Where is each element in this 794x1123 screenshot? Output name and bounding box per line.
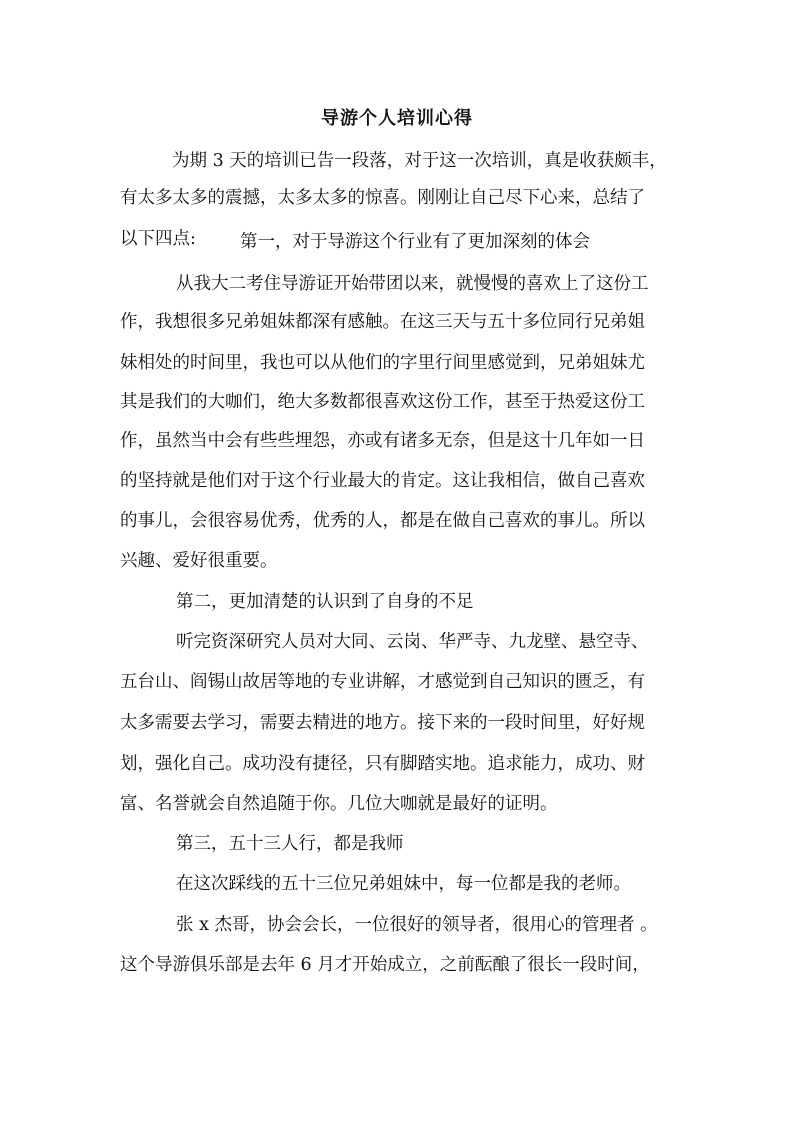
- paragraph-line: 划，强化自己。成功没有捷径，只有脚踏实地。追求能力，成功、财: [120, 754, 645, 774]
- paragraph-line: 作，虽然当中会有些些埋怨，亦或有诸多无奈，但是这十几年如一日: [120, 431, 645, 451]
- section-heading: 第三，五十三人行，都是我师: [176, 834, 404, 854]
- document-title: 导游个人培训心得: [321, 108, 473, 129]
- paragraph-line: 有太多太多的震撼，太多太多的惊喜。刚刚让自己尽下心来，总结了: [120, 188, 645, 208]
- paragraph-line: 听完资深研究人员对大同、云岗、华严寺、九龙壁、悬空寺、: [176, 632, 649, 652]
- paragraph-line: 在这次踩线的五十三位兄弟姐妹中，每一位都是我的老师。: [176, 874, 631, 894]
- paragraph-line: 张 x 杰哥，协会会长，一位很好的领导者，很用心的管理者 。: [176, 915, 658, 935]
- paragraph-line: 为期 3 天的培训已告一段落，对于这一次培训，真是收获颇丰，: [172, 151, 667, 171]
- paragraph-line: 富、名誉就会自然追随于你。几位大咖就是最好的证明。: [120, 794, 558, 814]
- paragraph-line: 其是我们的大咖们，绝大多数都很喜欢这份工作，甚至于热爱这份工: [120, 392, 645, 412]
- paragraph-line: 太多需要去学习，需要去精进的地方。接下来的一段时间里，好好规: [120, 713, 645, 733]
- paragraph-line: 的坚持就是他们对于这个行业最大的肯定。这让我相信，做自己喜欢: [120, 471, 645, 491]
- section-heading: 第一，对于导游这个行业有了更加深刻的体会: [240, 232, 590, 252]
- paragraph-line: 的事儿，会很容易优秀，优秀的人，都是在做自己喜欢的事儿。所以: [120, 511, 645, 531]
- paragraph-line: 作，我想很多兄弟姐妹都深有感触。在这三天与五十多位同行兄弟姐: [120, 312, 645, 332]
- paragraph-line: 从我大二考住导游证开始带团以来，就慢慢的喜欢上了这份工: [176, 274, 649, 294]
- paragraph-line: 兴趣、爱好很重要。: [120, 551, 278, 571]
- paragraph-line: 这个导游俱乐部是去年 6 月才开始成立，之前酝酿了很长一段时间，: [120, 955, 650, 975]
- paragraph-line: 五台山、阎锡山故居等地的专业讲解，才感觉到自己知识的匮乏，有: [120, 672, 645, 692]
- paragraph-line: 以下四点:: [120, 229, 196, 249]
- section-heading: 第二，更加清楚的认识到了自身的不足: [176, 592, 474, 612]
- paragraph-line: 妹相处的时间里，我也可以从他们的字里行间里感觉到，兄弟姐妹尤: [120, 353, 645, 373]
